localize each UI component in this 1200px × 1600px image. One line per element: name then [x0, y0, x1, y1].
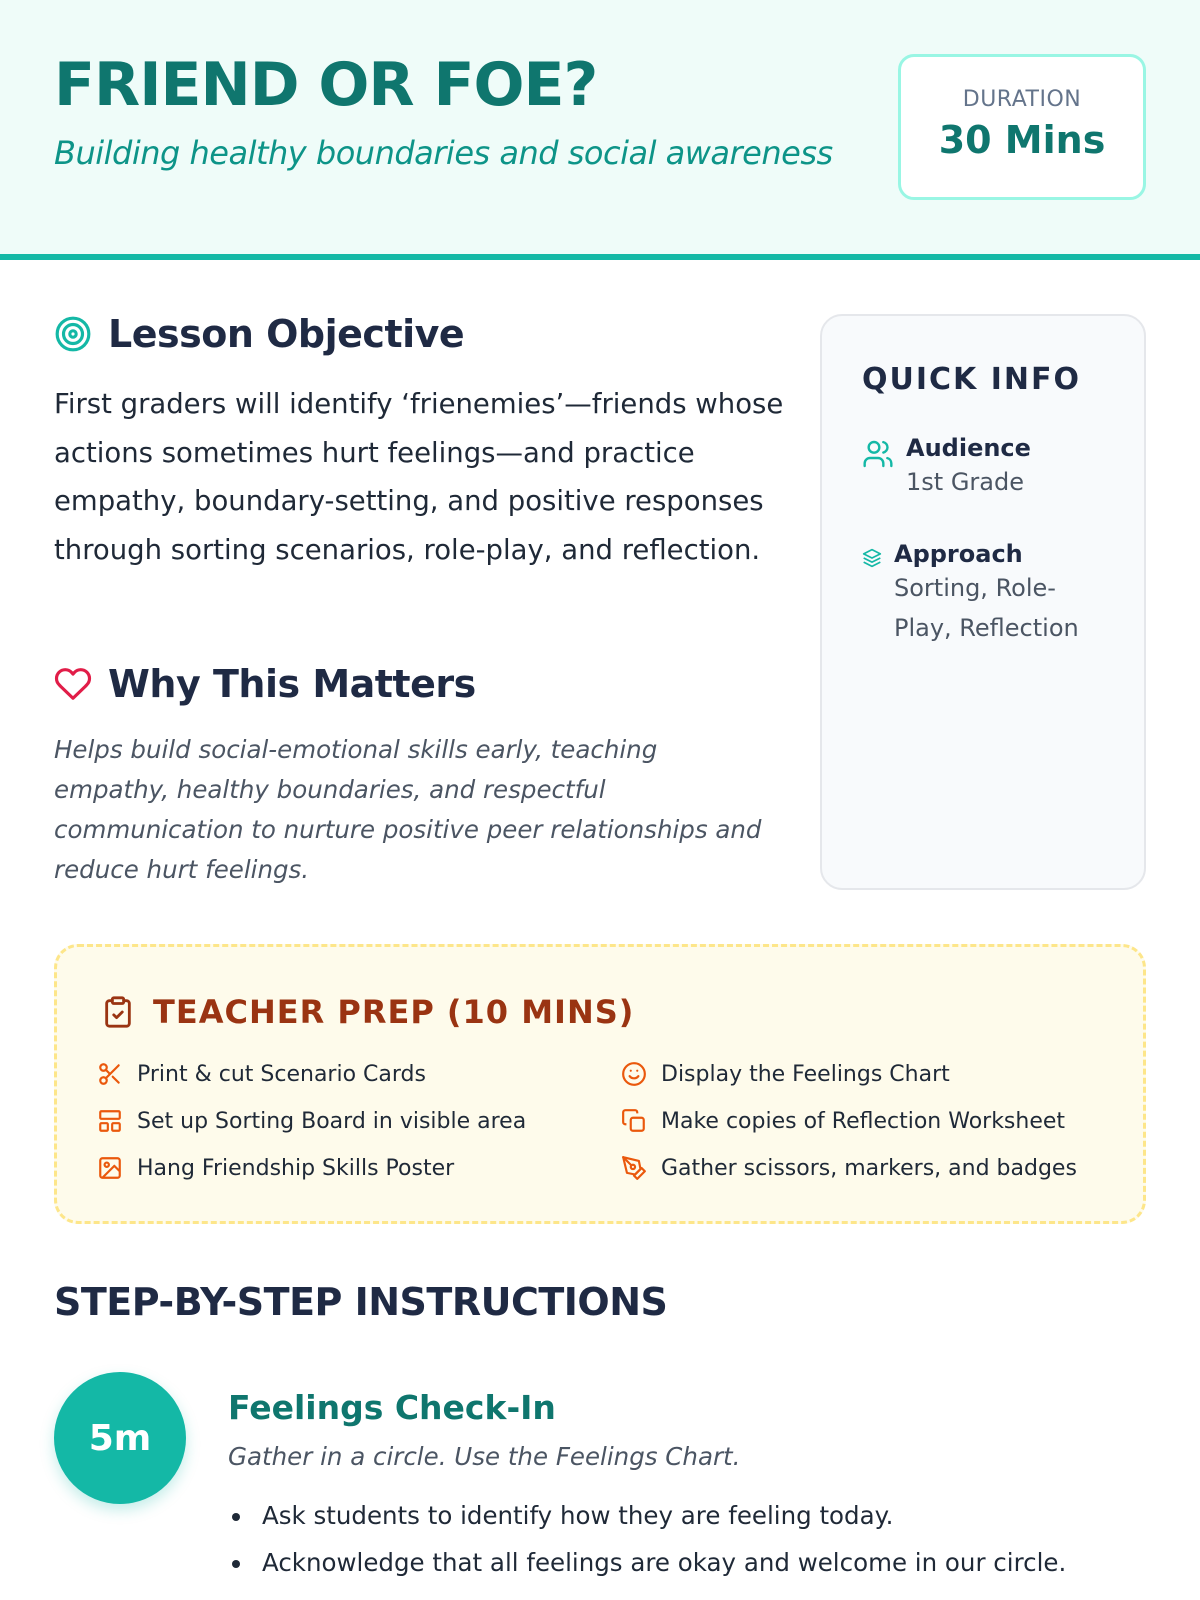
why-heading-row — [54, 662, 476, 706]
step-subtitle: Gather in a circle. Use the Feelings Chart. — [228, 1442, 741, 1471]
teacher-prep-card — [54, 944, 1146, 1224]
clipboard-check-icon — [101, 993, 135, 1031]
layout-icon — [97, 1108, 123, 1134]
prep-item — [621, 1155, 1077, 1181]
audience-value: 1st Grade — [906, 468, 1024, 496]
approach-value: Sorting, Role-Play, Reflection — [894, 574, 1079, 642]
layers-icon — [862, 548, 882, 648]
objective-text: First graders will identify ‘frienemies’—friends whose actions sometimes hurt feelings—and practice empathy, boundary-setting, and positive responses through sorting scenarios, role-play, and reflection. — [54, 388, 784, 566]
why-text: Helps build social-emotional skills early, teaching empathy, healthy boundaries, and respectful communication to nurture positive peer relationships and reduce hurt feelings. — [54, 735, 762, 884]
duration-value: 30 Mins — [938, 118, 1106, 162]
prep-item-text: Hang Friendship Skills Poster — [137, 1155, 455, 1181]
prep-item-text: Display the Feelings Chart — [661, 1061, 950, 1087]
quick-info-approach — [862, 540, 1094, 648]
prep-item-text: Print & cut Scenario Cards — [137, 1061, 426, 1087]
duration-card — [898, 54, 1146, 200]
quick-info-audience — [862, 434, 1031, 502]
quick-info-title: QUICK INFO — [862, 362, 1081, 397]
prep-item — [97, 1108, 526, 1134]
duration-label: DURATION — [962, 87, 1082, 112]
step-bullet-list — [232, 1492, 1066, 1586]
prep-item-text: Set up Sorting Board in visible area — [137, 1108, 527, 1134]
prep-item-text: Gather scissors, markers, and badges — [661, 1155, 1077, 1181]
prep-item-text: Make copies of Reflection Worksheet — [661, 1108, 1066, 1134]
list-item: Acknowledge that all feelings are okay and welcome in our circle. — [232, 1539, 1066, 1586]
step-time-badge: 5m — [54, 1372, 186, 1504]
steps-heading: STEP-BY-STEP INSTRUCTIONS — [54, 1280, 668, 1324]
list-item: Ask students to identify how they are feeling today. — [232, 1492, 1066, 1539]
prep-heading: TEACHER PREP (10 MINS) — [153, 993, 635, 1031]
objective-heading: Lesson Objective — [108, 312, 465, 356]
prep-item — [97, 1155, 454, 1181]
prep-item — [621, 1108, 1065, 1134]
step-title: Feelings Check-In — [228, 1388, 556, 1427]
header — [0, 0, 1200, 260]
scissors-icon — [97, 1061, 123, 1087]
target-icon — [54, 315, 92, 353]
prep-heading-row — [101, 993, 634, 1031]
pen-tool-icon — [621, 1155, 647, 1181]
audience-label: Audience — [906, 434, 1031, 462]
page-title: FRIEND OR FOE? — [54, 50, 598, 120]
prep-item — [621, 1061, 950, 1087]
page-subtitle: Building healthy boundaries and social awareness — [54, 134, 833, 172]
quick-info-card — [820, 314, 1146, 890]
why-heading: Why This Matters — [108, 662, 476, 706]
image-icon — [97, 1155, 123, 1181]
heart-icon — [54, 665, 92, 703]
objective-heading-row — [54, 312, 464, 356]
prep-item — [97, 1061, 426, 1087]
approach-label: Approach — [894, 540, 1023, 568]
copy-icon — [621, 1108, 647, 1134]
users-icon — [862, 438, 894, 502]
smile-icon — [621, 1061, 647, 1087]
